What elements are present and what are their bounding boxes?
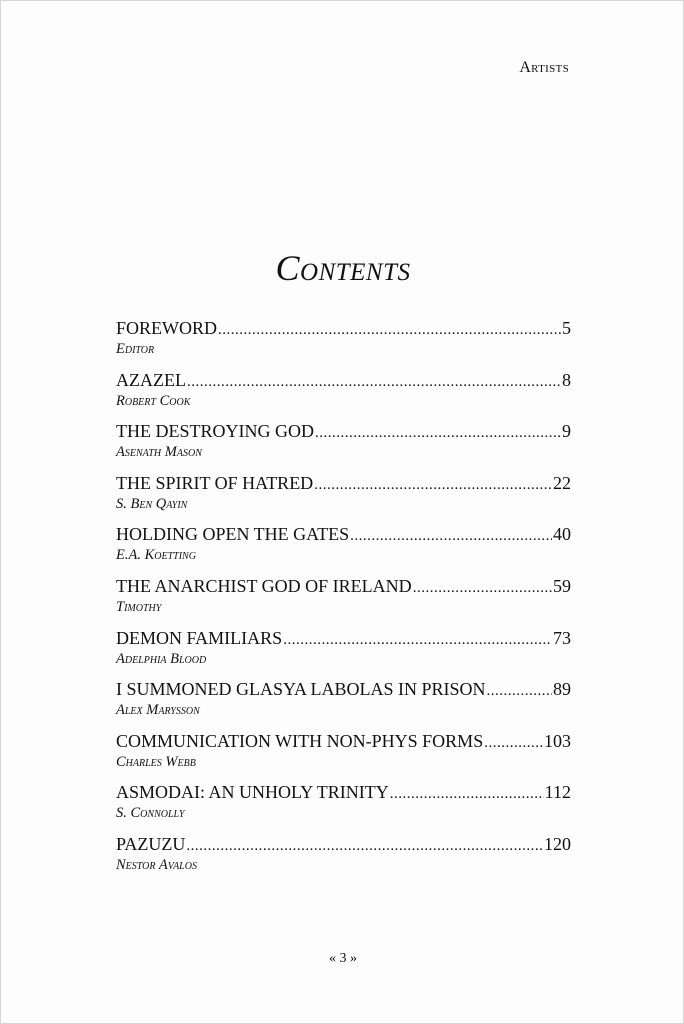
toc-entry-title: DEMON FAMILIARS [116, 627, 283, 648]
toc-entry-author: Charles Webb [116, 753, 196, 770]
running-header: Artists [519, 59, 569, 76]
toc-entry-page: 73 [553, 627, 571, 648]
toc-entry-title: HOLDING OPEN THE GATES [116, 524, 350, 545]
toc-entry-page: 89 [553, 679, 571, 700]
dot-leader [390, 783, 544, 805]
dot-leader [218, 319, 561, 341]
dot-leader [315, 422, 561, 444]
toc-entry-title: I SUMMONED GLASYA LABOLAS IN PRISON [116, 679, 486, 700]
toc-entry [116, 730, 571, 782]
toc-entry [116, 369, 571, 421]
toc-entry-author: S. Ben Qayin [116, 495, 188, 512]
toc-entry-title: PAZUZU [116, 833, 186, 854]
toc-entry-author: Robert Cook [116, 392, 191, 409]
toc-entry-author: Asenath Mason [116, 444, 202, 461]
toc-entry [116, 781, 571, 833]
toc-entry-title: THE ANARCHIST GOD OF IRELAND [116, 575, 412, 596]
dot-leader [413, 577, 552, 599]
table-of-contents [116, 317, 571, 885]
toc-entry-page: 22 [553, 472, 571, 493]
toc-entry-author: Adelphia Blood [116, 650, 207, 667]
toc-entry-author: Alex Marysson [116, 702, 200, 719]
toc-entry [116, 833, 571, 885]
toc-entry-author: Editor [116, 341, 155, 357]
dot-leader [484, 732, 543, 754]
toc-entry [116, 678, 571, 730]
toc-entry-title: COMMUNICATION WITH NON-PHYS FORMS [116, 730, 484, 751]
toc-entry-author: Nestor Avalos [116, 856, 197, 873]
toc-entry-page: 103 [544, 730, 571, 751]
dot-leader [283, 629, 552, 651]
toc-entry-page: 59 [553, 575, 571, 596]
toc-entry [116, 575, 571, 627]
page-number: « 3 » [329, 951, 357, 966]
toc-entry-page: 5 [562, 318, 571, 338]
toc-entry-page: 40 [553, 524, 571, 545]
toc-entry [116, 472, 571, 524]
toc-entry-page: 9 [562, 421, 571, 442]
toc-entry-author: E.A. Koetting [116, 547, 196, 564]
toc-entry-title: THE DESTROYING GOD [116, 421, 314, 442]
toc-entry [116, 523, 571, 575]
toc-entry [116, 420, 571, 472]
page-title: Contents [275, 248, 411, 288]
toc-entry-page: 8 [562, 369, 571, 390]
toc-entry-title: ASMODAI: AN UNHOLY TRINITY [116, 782, 389, 803]
toc-entry-title: THE SPIRIT OF HATRED [116, 472, 314, 493]
toc-entry-page: 120 [544, 833, 571, 854]
dot-leader [187, 371, 561, 393]
dot-leader [487, 680, 552, 702]
toc-entry [116, 317, 571, 369]
toc-entry-author: S. Connolly [116, 805, 185, 822]
toc-entry-title: AZAZEL [116, 369, 186, 390]
toc-entry-author: Timothy [116, 598, 162, 615]
toc-entry [116, 627, 571, 679]
dot-leader [350, 525, 552, 547]
toc-entry-title: FOREWORD [116, 318, 218, 338]
dot-leader [314, 474, 552, 496]
toc-entry-page: 112 [544, 782, 571, 803]
dot-leader [186, 835, 543, 857]
